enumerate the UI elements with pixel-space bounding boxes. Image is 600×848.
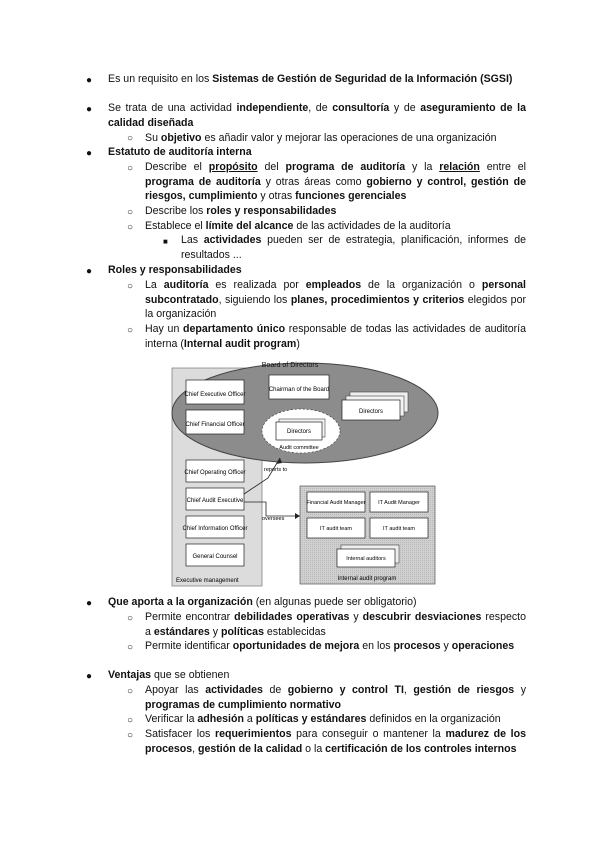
paragraph-proposito: Describe el propósito del programa de auditoría y la relación entre el programa de auditoría y otras áreas como gobierno y control, gestión de riesgos, cumplimiento y otras funciones gerenciales [145,161,526,203]
paragraph-oportunidades: Permite identificar oportunidades de mejora en los procesos y operaciones [145,640,515,652]
exec-mgmt-label: Executive management [176,578,239,584]
cae-label: Chief Audit Executive [186,498,244,504]
audit-org-diagram [170,358,440,588]
bullet-l1: ● [86,104,93,115]
bullet-l2: ○ [127,207,134,218]
bullet-l2: ○ [127,281,134,292]
it-audit-manager-label: IT Audit Manager [378,500,420,506]
heading-aporta: Que aporta a la organización (en algunas puede ser obligatorio) [108,596,417,608]
bullet-l1: ● [86,75,93,86]
bullet-l2: ○ [127,686,134,697]
board-label: Board of Directors [261,362,319,369]
it-audit-team-label-1: IT audit team [320,526,352,532]
directors-audit-label: Directors [286,429,312,435]
paragraph-departamento: Hay un departamento único responsable de todas las actividades de auditoría interna (Internal audit program) [145,323,526,350]
gc-label: General Counsel [192,554,238,560]
audit-committee-label: Audit committee [279,445,319,451]
paragraph-objetivo: Su objetivo es añadir valor y mejorar las operaciones de una organización [145,132,497,144]
paragraph-debilidades: Permite encontrar debilidades operativas y descubrir desviaciones respecto a estándares y políticas establecidas [145,611,526,638]
bullet-l2: ○ [127,163,134,174]
paragraph-roles: Describe los roles y responsabilidades [145,205,337,217]
bullet-l3: ■ [163,237,168,246]
bullet-l2: ○ [127,642,134,653]
chairman-label: Chairman of the Board [268,387,330,393]
paragraph-apoyar: Apoyar las actividades de gobierno y control TI, gestión de riesgos y programas de cumplimiento normativo [145,684,527,711]
paragraph-auditoria-realizada: La auditoría es realizada por empleados de la organización o personal subcontratado, siguiendo los planes, procedimientos y criterios elegidos por la organización [145,279,526,321]
coo-label: Chief Operating Officer [184,470,246,476]
paragraph-alcance: Establece el límite del alcance de las actividades de la auditoría [145,220,451,232]
paragraph-actividad: Se trata de una actividad independiente, de consultoría y de aseguramiento de la calidad diseñada [108,102,526,129]
paragraph-verificar: Verificar la adhesión a políticas y estándares definidos en la organización [145,713,501,725]
heading-roles: Roles y responsabilidades [108,264,242,276]
ceo-label: Chief Executive Officer [184,392,246,398]
bullet-l2: ○ [127,715,134,726]
reports-to-label: reports to [264,467,288,473]
cio-label: Chief Information Officer [182,526,248,532]
bullet-l2: ○ [127,613,134,624]
cfo-label: Chief Financial Officer [185,422,245,428]
financial-audit-manager-label: Financial Audit Manager [306,500,366,506]
internal-auditors-label: Internal auditors [346,556,386,562]
iap-label: Internal audit program [337,576,397,582]
heading-estatuto: Estatuto de auditoría interna [108,146,252,158]
paragraph-satisfacer: Satisfacer los requerimientos para conseguir o mantener la madurez de los procesos, gestión de la calidad o la certificación de los controles internos [145,728,526,755]
paragraph-actividades: Las actividades pueden ser de estrategia, planificación, informes de resultados ... [181,234,526,261]
bullet-l2: ○ [127,222,134,233]
bullet-l1: ● [86,266,93,277]
bullet-l2: ○ [127,325,134,336]
bullet-l2: ○ [127,133,134,144]
oversees-label: oversees [262,516,285,522]
it-audit-team-label-2: IT audit team [383,526,415,532]
bullet-l2: ○ [127,730,134,741]
bullet-l1: ● [86,148,93,159]
heading-ventajas: Ventajas que se obtienen [108,669,230,681]
directors-stack-label: Directors [358,409,384,415]
bullet-l1: ● [86,671,93,682]
paragraph-sgsi-requisito: Es un requisito en los Sistemas de Gestión de Seguridad de la Información (SGSI) [108,73,513,85]
bullet-l1: ● [86,598,93,609]
